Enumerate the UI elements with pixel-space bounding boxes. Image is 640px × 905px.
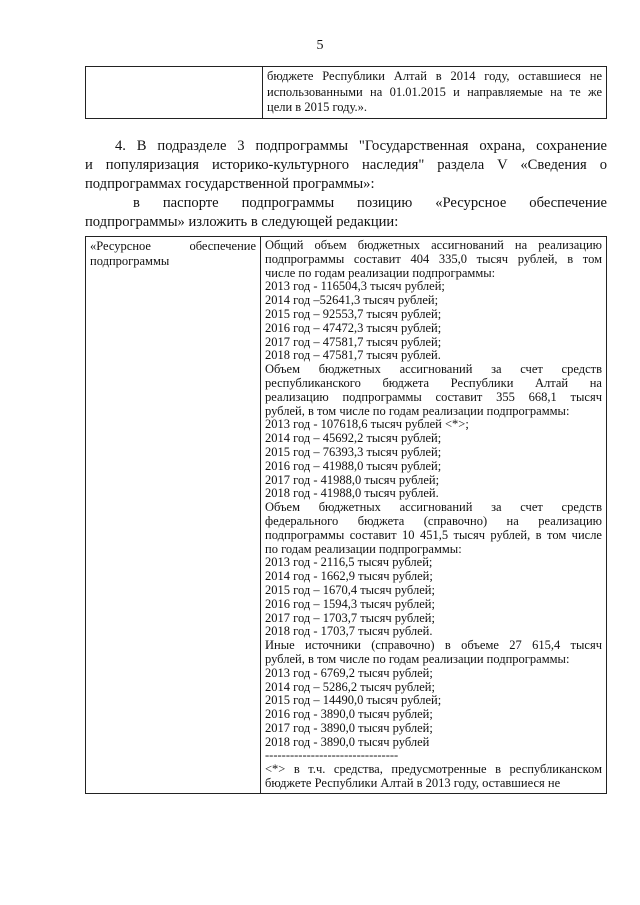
resource-line: 2017 год - 3890,0 тысяч рублей; — [265, 720, 433, 735]
resource-line: 2013 год - 2116,5 тысяч рублей; — [265, 555, 433, 570]
resource-line: 2013 год - 6769,2 тысяч рублей; — [265, 665, 433, 680]
resource-line: 2015 год – 1670,4 тысяч рублей; — [265, 582, 435, 597]
resource-line: рублей, в том числе по годам реализации подпрограммы: — [265, 651, 570, 666]
paragraph-line: и популяризация историко-культурного наследия" раздела V «Сведения о — [85, 157, 607, 173]
page-number: 5 — [316, 38, 324, 53]
resource-table — [85, 236, 607, 794]
resource-line: 2013 год - 107618,6 тысяч рублей <*>; — [265, 417, 469, 432]
resource-line: 2016 год – 1594,3 тысяч рублей; — [265, 596, 435, 611]
resource-line: рублей, в том числе по годам реализации подпрограммы: — [265, 403, 570, 418]
resource-line: 2014 год – 5286,2 тысяч рублей; — [265, 679, 435, 694]
resource-line: 2018 год - 3890,0 тысяч рублей — [265, 734, 430, 749]
table-row — [86, 67, 607, 119]
resource-line: 2015 год – 92553,7 тысяч рублей; — [265, 306, 442, 321]
resource-label: «Ресурсное обеспечение — [90, 239, 256, 253]
resource-text-cell — [261, 237, 607, 794]
resource-line: 2018 год – 47581,7 тысяч рублей. — [265, 348, 441, 363]
resource-line: республиканского бюджета Республики Алтай на — [265, 375, 602, 390]
resource-line: 2016 год – 47472,3 тысяч рублей; — [265, 320, 442, 335]
text-line: бюджете Республики Алтай в 2014 году, оставшиеся не — [267, 69, 602, 83]
resource-line: по годам реализации подпрограммы: — [265, 541, 462, 556]
resource-line: 2017 год – 1703,7 тысяч рублей; — [265, 610, 435, 625]
continuation-text-cell — [263, 67, 607, 119]
resource-line: <*> в т.ч. средства, предусмотренные в республиканском — [265, 762, 602, 777]
empty-label-cell — [86, 67, 263, 119]
resource-line: 2016 год – 41988,0 тысяч рублей; — [265, 458, 442, 473]
resource-line: 2015 год – 14490,0 тысяч рублей; — [265, 693, 442, 708]
resource-line: Объем бюджетных ассигнований за счет средств — [265, 500, 602, 515]
table-row — [86, 237, 607, 794]
resource-line: 2017 год – 47581,7 тысяч рублей; — [265, 334, 442, 349]
paragraph-line: 4. В подразделе 3 подпрограммы "Государственная охрана, сохранение — [115, 138, 607, 154]
resource-line: числе по годам реализации подпрограммы: — [265, 265, 496, 280]
resource-line: реализацию подпрограммы составит 355 668,1 тысяч — [265, 389, 602, 404]
resource-line: 2014 год - 1662,9 тысяч рублей; — [265, 569, 433, 584]
resource-line: бюджете Республики Алтай в 2013 году, оставшиеся не — [265, 776, 561, 791]
resource-line: подпрограммы составит 10 451,5 тысяч рублей, в том числе — [265, 527, 602, 542]
paragraph-line: подпрограммы» изложить в следующей редакции: — [85, 214, 399, 230]
resource-line: 2017 год - 41988,0 тысяч рублей; — [265, 472, 440, 487]
resource-line: -------------------------------- — [265, 748, 399, 763]
resource-label-cell — [86, 237, 261, 794]
amendment-paragraph — [85, 137, 607, 232]
paragraph-line: подпрограммах государственной программы»: — [85, 176, 375, 192]
paragraph-line: в паспорте подпрограммы позицию «Ресурсное обеспечение — [133, 195, 607, 211]
resource-line: федерального бюджета (справочно) на реализацию — [265, 513, 602, 528]
resource-line: 2018 год - 41988,0 тысяч рублей. — [265, 486, 439, 501]
resource-line: Общий объем бюджетных ассигнований на реализацию — [265, 238, 602, 252]
resource-line: 2016 год - 3890,0 тысяч рублей; — [265, 707, 433, 722]
resource-line: 2018 год - 1703,7 тысяч рублей. — [265, 624, 433, 639]
resource-line: 2013 год - 116504,3 тысяч рублей; — [265, 279, 445, 294]
resource-label: подпрограммы — [90, 254, 170, 268]
resource-line: 2014 год –52641,3 тысяч рублей; — [265, 293, 439, 308]
text-line: цели в 2015 году.». — [267, 100, 368, 114]
resource-line: Объем бюджетных ассигнований за счет средств — [265, 362, 602, 377]
text-line: использованными на 01.01.2015 и направляемые на те же — [267, 84, 602, 99]
resource-line: 2014 год – 45692,2 тысяч рублей; — [265, 431, 442, 446]
resource-line: подпрограммы составит 404 335,0 тысяч рублей, в том — [265, 251, 602, 266]
resource-line: 2015 год – 76393,3 тысяч рублей; — [265, 444, 442, 459]
resource-line: Иные источники (справочно) в объеме 27 615,4 тысяч — [265, 638, 602, 653]
continuation-table — [85, 66, 607, 119]
